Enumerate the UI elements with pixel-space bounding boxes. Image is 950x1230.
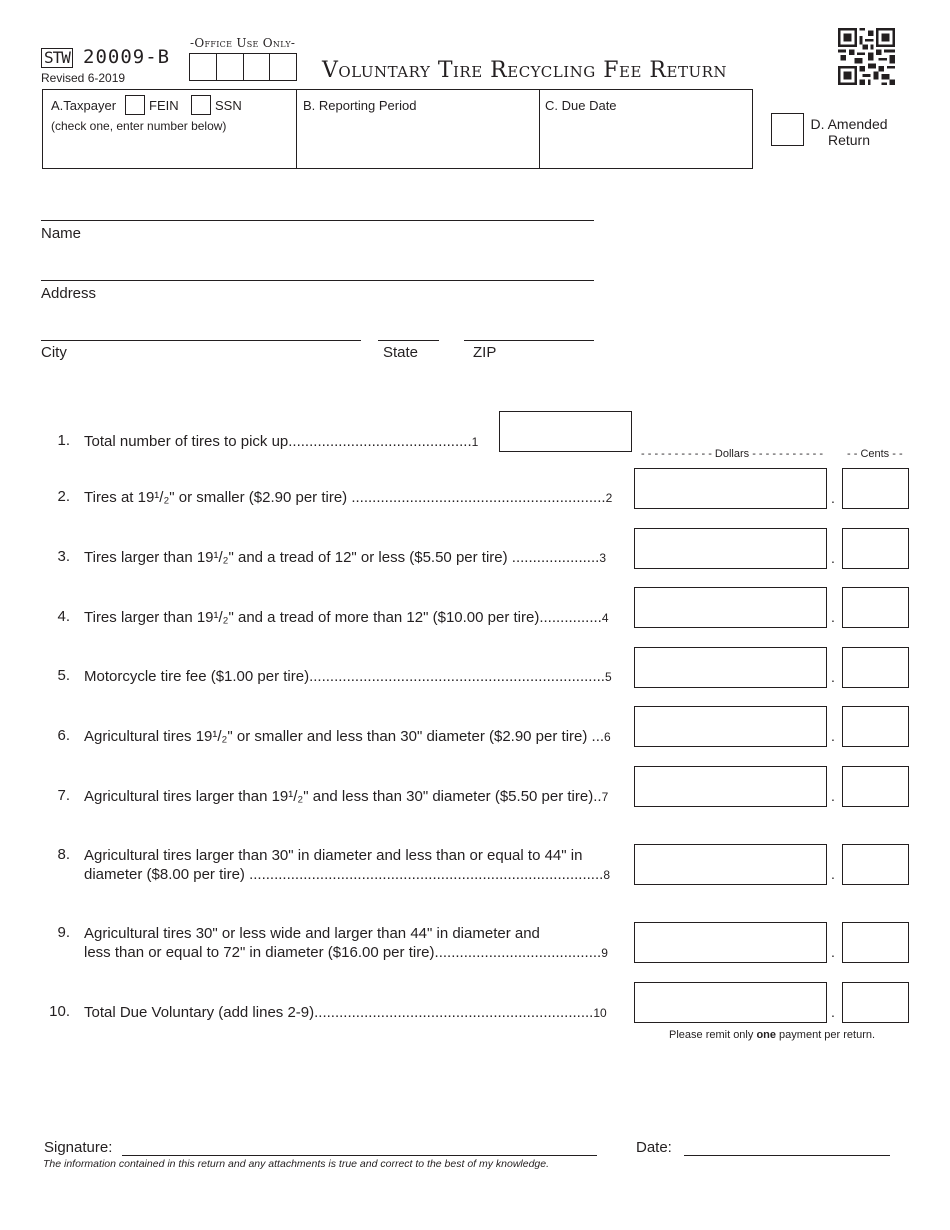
- line-description: [84, 727, 611, 747]
- form-code: STW: [41, 48, 73, 68]
- address-input[interactable]: [41, 280, 594, 281]
- reporting-period-input[interactable]: [300, 118, 535, 164]
- taxpayer-number-input[interactable]: [46, 138, 292, 164]
- line-number: 9.: [57, 924, 70, 941]
- taxpayer-label: A.Taxpayer: [51, 98, 117, 113]
- office-use-boxes: [189, 53, 297, 81]
- name-label: Name: [41, 225, 82, 242]
- line-number: 10.: [49, 1003, 70, 1020]
- remit-note: [669, 1029, 875, 1041]
- line-number: 2.: [57, 488, 70, 505]
- date-label: Date:: [636, 1139, 672, 1156]
- line-text: Tires larger than 19¹/₂" and a tread of more than 12" ($10.00 per tire)...............: [84, 609, 602, 626]
- divider: [296, 89, 297, 169]
- decimal-point: .: [831, 1004, 835, 1020]
- line-ref: 2: [605, 491, 613, 505]
- dollars-input[interactable]: [634, 528, 827, 569]
- city-input[interactable]: [41, 340, 361, 341]
- total-dollars-input[interactable]: [634, 982, 827, 1023]
- total-cents-input[interactable]: [842, 982, 909, 1023]
- line-description: [84, 608, 609, 628]
- dollars-input[interactable]: [634, 587, 827, 628]
- line-ref: 5: [604, 670, 612, 684]
- cents-input[interactable]: [842, 528, 909, 569]
- remit-note-bold: one: [756, 1029, 776, 1041]
- dollars-input[interactable]: [634, 468, 827, 509]
- ssn-label: SSN: [215, 98, 242, 113]
- address-label: Address: [41, 285, 97, 302]
- line-description: [84, 548, 606, 568]
- state-input[interactable]: [378, 340, 439, 341]
- line-text: Tires larger than 19¹/₂" and a tread of 12" or less ($5.50 per tire) .....................: [84, 549, 600, 566]
- decimal-point: .: [831, 490, 835, 506]
- decimal-point: .: [831, 866, 835, 882]
- remit-note-post: payment per return.: [776, 1029, 876, 1041]
- dollars-input[interactable]: [634, 706, 827, 747]
- line-text: Agricultural tires larger than 30" in diameter and less than or equal to 44" in: [84, 847, 583, 864]
- zip-input[interactable]: [464, 340, 594, 341]
- dollars-input[interactable]: [634, 922, 827, 963]
- line-ref: 6: [604, 730, 611, 744]
- line-text-continued: less than or equal to 72" in diameter ($16.00 per tire)........................................: [84, 944, 602, 961]
- cents-input[interactable]: [842, 844, 909, 885]
- certification-statement: The information contained in this return and any attachments is true and correct to the best of my knowledge.: [43, 1158, 550, 1170]
- date-input[interactable]: [684, 1155, 890, 1156]
- name-input[interactable]: [41, 220, 594, 221]
- form-title: Voluntary Tire Recycling Fee Return: [322, 58, 728, 83]
- cents-input[interactable]: [842, 922, 909, 963]
- line-text: Agricultural tires 30" or less wide and larger than 44" in diameter and: [84, 925, 540, 942]
- line-ref: 7: [601, 790, 609, 804]
- signature-label: Signature:: [44, 1139, 113, 1156]
- line-text: Total Due Voluntary (add lines 2-9)...................................................................: [84, 1004, 594, 1021]
- revised-date: Revised 6-2019: [41, 71, 126, 85]
- decimal-point: .: [831, 728, 835, 744]
- cents-input[interactable]: [842, 647, 909, 688]
- line-text: Motorcycle tire fee ($1.00 per tire).......................................................................: [84, 668, 605, 685]
- office-use-label: -Office Use Only-: [190, 36, 296, 50]
- cents-input[interactable]: [842, 587, 909, 628]
- amended-label-line1: D. Amended: [810, 116, 888, 132]
- decimal-point: .: [831, 944, 835, 960]
- remit-note-pre: Please remit only: [669, 1029, 757, 1041]
- due-date-input[interactable]: [543, 118, 749, 164]
- dollars-input[interactable]: [634, 844, 827, 885]
- amended-return-label: [808, 116, 890, 148]
- line-description: [84, 846, 610, 885]
- line-description: [84, 432, 478, 452]
- line-text: Agricultural tires 19¹/₂" or smaller and less than 30" diameter ($2.90 per tire) ...: [84, 728, 605, 745]
- cents-input[interactable]: [842, 706, 909, 747]
- line-number: 6.: [57, 727, 70, 744]
- decimal-point: .: [831, 609, 835, 625]
- office-use-cell: [190, 54, 217, 80]
- zip-label: ZIP: [473, 344, 497, 361]
- decimal-point: .: [831, 550, 835, 566]
- line-ref: 10: [593, 1006, 607, 1020]
- amended-label-line2: Return: [827, 132, 871, 148]
- office-use-cell: [244, 54, 271, 80]
- line-description: [84, 488, 612, 508]
- line-ref: 4: [601, 611, 609, 625]
- due-date-label: C. Due Date: [545, 98, 617, 113]
- cents-input[interactable]: [842, 766, 909, 807]
- tire-count-input[interactable]: [499, 411, 632, 452]
- line-number: 8.: [57, 846, 70, 863]
- line-description: [84, 787, 608, 807]
- fein-checkbox[interactable]: [125, 95, 145, 115]
- state-label: State: [383, 344, 419, 361]
- amended-return-checkbox[interactable]: [771, 113, 804, 146]
- decimal-point: .: [831, 669, 835, 685]
- line-number: 3.: [57, 548, 70, 565]
- office-use-cell: [217, 54, 244, 80]
- form-number: 20009-B: [83, 46, 171, 68]
- line-text-continued: diameter ($8.00 per tire) .....................................................................................: [84, 866, 604, 883]
- check-note: (check one, enter number below): [51, 119, 227, 133]
- qr-code-icon: [838, 28, 895, 85]
- line-ref: 9: [601, 946, 608, 960]
- line-text: Total number of tires to pick up............................................: [84, 433, 472, 450]
- office-use-cell: [270, 54, 296, 80]
- dollars-input[interactable]: [634, 647, 827, 688]
- line-number: 5.: [57, 667, 70, 684]
- cents-column-header: - - Cents - -: [847, 448, 903, 460]
- line-number: 4.: [57, 608, 70, 625]
- line-ref: 3: [599, 551, 606, 565]
- fein-label: FEIN: [149, 98, 179, 113]
- city-label: City: [41, 344, 67, 361]
- reporting-period-label: B. Reporting Period: [303, 98, 417, 113]
- line-text: Agricultural tires larger than 19¹/₂" and less than 30" diameter ($5.50 per tire)..: [84, 788, 602, 805]
- line-description: [84, 667, 612, 687]
- divider: [539, 89, 540, 169]
- line-description: [84, 924, 608, 963]
- line-text: Tires at 19¹/₂" or smaller ($2.90 per tire) .............................................................: [84, 489, 606, 506]
- line-ref: 1: [471, 435, 479, 449]
- signature-input[interactable]: [122, 1155, 597, 1156]
- cents-input[interactable]: [842, 468, 909, 509]
- dollars-input[interactable]: [634, 766, 827, 807]
- ssn-checkbox[interactable]: [191, 95, 211, 115]
- line-ref: 8: [603, 868, 610, 882]
- line-number: 1.: [57, 432, 70, 449]
- decimal-point: .: [831, 788, 835, 804]
- dollars-column-header: - - - - - - - - - - - Dollars - - - - - - - - - - -: [641, 448, 824, 460]
- line-description: [84, 1003, 607, 1023]
- line-number: 7.: [57, 787, 70, 804]
